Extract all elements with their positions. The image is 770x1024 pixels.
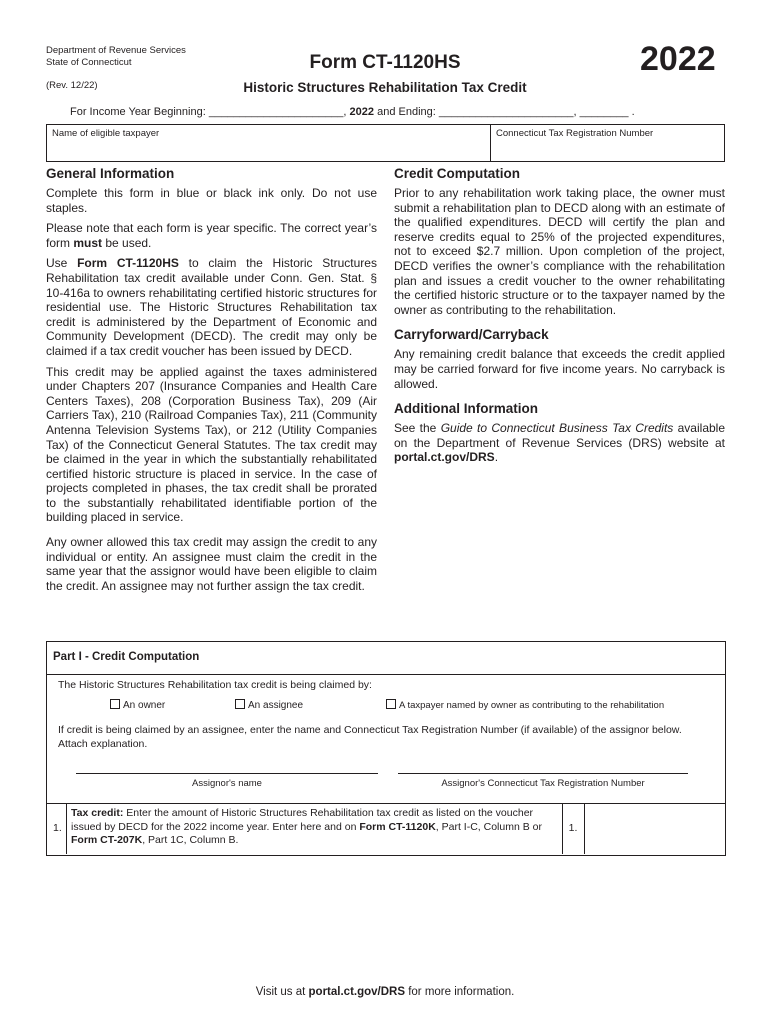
assignor-name-label: Assignor's name [192,778,262,789]
owner-checkbox[interactable] [110,699,120,709]
credit-computation-p1: Prior to any rehabilitation work taking place, the owner must submit a rehabilitation plan to DECD along with an estimate of the qualified expenditures. DECD will certify the plan and reserve credits equal to 25% of the projected expenditures, not to exceed $2.7 million. Upon completion of the project, DECD verifies the owner’s compliance with the rehabilitation plan and issues a credit voucher to the owner rehabilitating the certified historic structure or to the taxpayer named by the owner as contributing to the rehabilitation. [394,186,725,317]
additional-information-heading: Additional Information [394,401,538,417]
carryforward-p1: Any remaining credit balance that exceeds the credit applied may be carried forward for five income years. No carryback is allowed. [394,347,725,391]
general-p5: Any owner allowed this tax credit may assign the credit to any individual or entity. An assignee must claim the credit in the same year that the assignor would have been eligible to claim the credit. An assignee may not further assign the tax credit. [46,535,377,593]
footer-text: Visit us at portal.ct.gov/DRS for more information. [255,986,515,998]
taxpayer-box-divider [490,124,491,161]
general-p3: Use Form CT-1120HS to claim the Historic Structures Rehabilitation tax credit available under Conn. Gen. Stat. § 10-416a to owners rehabilitating certified historic structures for residential use. The Historic Structures Rehabilitation tax credit is administered by the Department of Economic and Community Development (DECD). The credit may only be claimed if a tax credit voucher has been issued by DECD. [46,256,377,358]
general-information-section [46,166,377,599]
income-year-comma: , [343,106,347,118]
income-year-end-label: and Ending: [377,106,436,118]
assignee-checkbox[interactable] [235,699,245,709]
state-name: State of Connecticut [46,57,132,68]
option-assignee[interactable]: An assignee [235,699,303,711]
income-year-end-blank[interactable]: ______________________ [438,106,574,118]
tax-credit-amount-field[interactable] [585,804,723,853]
general-p1: Complete this form in blue or black ink only. Do not use staples. [46,186,377,215]
general-p2: Please note that each form is year specific. The correct year’s form must be used. [46,221,377,250]
income-year-line [70,106,635,118]
line1-description: Tax credit: Enter the amount of Historic Structures Rehabilitation tax credit as listed on the voucher issued by DECD for the 2022 income year. Enter here and on Form CT-1120K, Part I-C, Column B or Form CT-207K, Part 1C, Column B. [71,807,542,846]
general-information-heading: General Information [46,166,175,181]
department-name: Department of Revenue Services [46,45,186,56]
income-year-begin-blank[interactable]: ______________________ [208,106,344,118]
form-title: Form CT-1120HS [309,52,461,73]
right-column [394,166,725,471]
line1-number: 1. [53,822,62,834]
assignee-note: If credit is being claimed by an assignee, enter the name and Connecticut Tax Registration Number (if available) of the assignor below. Attach explanation. [58,724,682,750]
drs-website-link[interactable]: portal.ct.gov/DRS [394,450,495,465]
part1-title-divider [46,674,725,675]
assignor-name-line[interactable] [76,773,378,774]
assignor-reg-line[interactable] [398,773,688,774]
claimed-by-label: The Historic Structures Rehabilitation tax credit is being claimed by: [58,679,372,691]
part1-title: Part I - Credit Computation [53,651,200,663]
form-subtitle: Historic Structures Rehabilitation Tax Credit [243,80,527,95]
income-year-end-year-blank[interactable]: , ________ . [573,106,635,118]
option-owner[interactable]: An owner [110,699,165,711]
income-year-begin-label: For Income Year Beginning: [70,106,206,118]
tax-year: 2022 [640,40,716,78]
revision-date: (Rev. 12/22) [46,80,98,91]
assignor-reg-label: Assignor's Connecticut Tax Registration Number [441,778,645,789]
taxpayer-reg-field[interactable]: Connecticut Tax Registration Number [496,128,654,139]
option-named-taxpayer[interactable]: A taxpayer named by owner as contributing to the rehabilitation [386,699,664,711]
line1-box-number: 1. [568,822,578,834]
carryforward-heading: Carryforward/Carryback [394,327,549,343]
additional-p1: See the Guide to Connecticut Business Tax Credits available on the Department of Revenue Services (DRS) website at portal.ct.gov/DRS. [394,421,726,465]
line1-num-divider [66,803,67,854]
general-p4: This credit may be applied against the taxes administered under Chapters 207 (Insurance Companies and Health Care Centers Taxes), 208 (Corporation Business Tax), 209 (Air Carriers Tax), 210 (Railroad Companies Tax), 211 (Community Antenna Television Systems Tax), or 212 (Utility Companies Tax) of the Connecticut General Statutes. The tax credit may be claimed in the year in which the substantially rehabilitated certified historic structure is placed in service. In the case of projects completed in phases, the tax credit shall be prorated to the substantially rehabilitated identifiable portion of the building placed in service. [46,364,377,525]
footer-link[interactable]: portal.ct.gov/DRS [308,986,406,998]
credit-computation-heading: Credit Computation [394,166,520,181]
named-taxpayer-checkbox[interactable] [386,699,396,709]
taxpayer-name-field[interactable]: Name of eligible taxpayer [52,128,160,139]
income-year-bold: 2022 [349,106,375,118]
